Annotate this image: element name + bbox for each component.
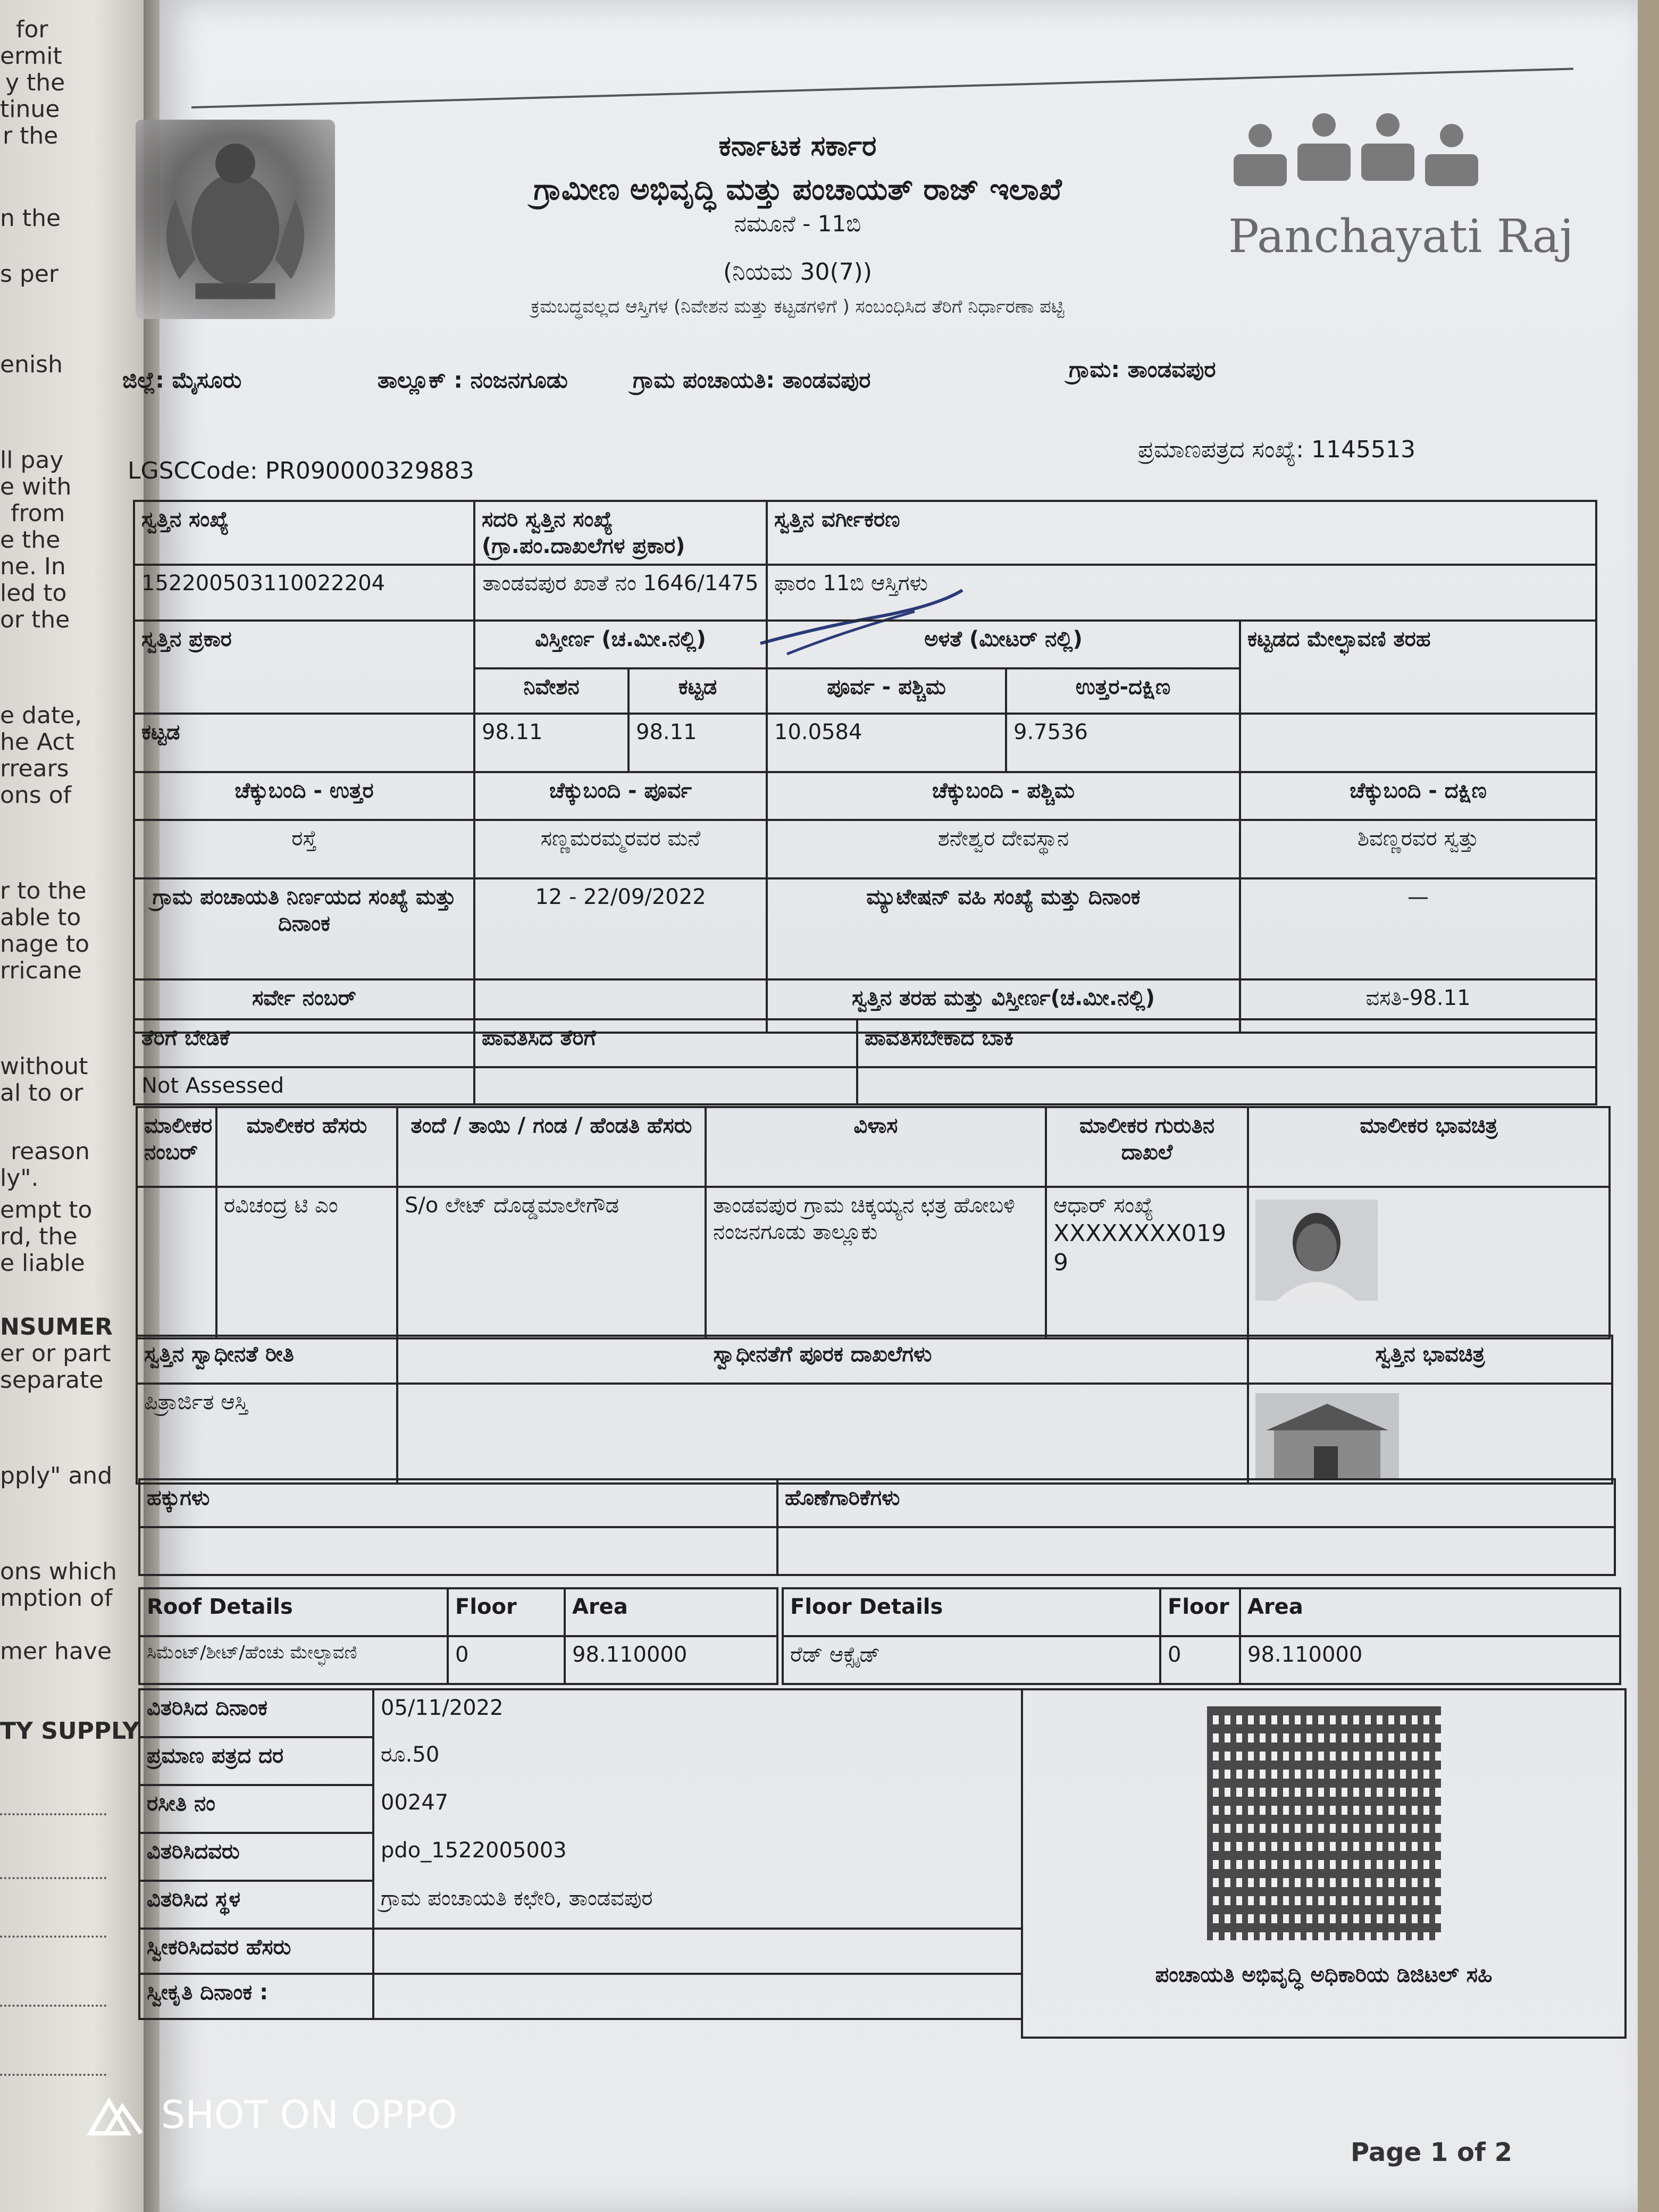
- issue-date-label: ವಿತರಿಸಿದ ದಿನಾಂಕ: [139, 1689, 373, 1737]
- header-rule: [191, 68, 1573, 108]
- mutation-label: ಮ್ಯುಟೇಷನ್ ವಹಿ ಸಂಖ್ಯೆ ಮತ್ತು ದಿನಾಂಕ: [767, 878, 1240, 979]
- received-date-value: [373, 1974, 1022, 2019]
- floor-details-table: [782, 1587, 1621, 1685]
- left-fragment: e date,: [0, 702, 82, 729]
- owner-address-value: ತಾಂಡವಪುರ ಗ್ರಾಮ ಚಿಕ್ಕಯ್ಯನ ಛತ್ರ ಹೋಬಳಿ ನಂಜನಗೂಡು ತಾಲ್ಲೂಕು: [706, 1187, 1046, 1338]
- left-fragment: separate: [0, 1367, 104, 1394]
- owner-photo-label: ಮಾಲೀಕರ ಭಾವಚಿತ್ರ: [1248, 1107, 1610, 1187]
- old-id-label: ಸದರಿ ಸ್ವತ್ತಿನ ಸಂಖ್ಯೆ (ಗ್ರಾ.ಪಂ.ದಾಖಲೆಗಳ ಪ್ರಕಾರ): [474, 501, 767, 565]
- property-photo: [1255, 1393, 1399, 1478]
- owner-name-label: ಮಾಲೀಕರ ಹೆಸರು: [216, 1107, 397, 1187]
- rule-number: (ನಿಯಮ 30(7)): [723, 258, 873, 286]
- qr-code-icon: [1207, 1706, 1441, 1940]
- mutation-value: —: [1240, 878, 1596, 979]
- row-label: ಕಟ್ಟಡ: [134, 714, 474, 772]
- building-type-value: [1240, 714, 1596, 772]
- classification-label: ಸ್ವತ್ತಿನ ವರ್ಗೀಕರಣ: [767, 501, 1596, 565]
- left-fragment: rd, the: [0, 1223, 78, 1250]
- building-type-label: ಕಟ್ಟಡದ ಮೇಲ್ಛಾವಣಿ ತರಹ: [1240, 621, 1596, 714]
- property-photo-cell: [1248, 1384, 1612, 1484]
- roof-area-value: 98.110000: [565, 1636, 777, 1684]
- roof-details-label: Roof Details: [139, 1588, 448, 1636]
- tax-due-value: [857, 1067, 1596, 1104]
- roof-area-label: Area: [565, 1588, 777, 1636]
- left-fragment: rricane: [0, 957, 82, 984]
- building-label: ಕಟ್ಟಡ: [629, 668, 767, 714]
- roof-details-table: [138, 1587, 778, 1685]
- west-boundary-value: ಶನೇಶ್ವರ ದೇವಸ್ಥಾನ: [767, 820, 1240, 878]
- resolution-label: ಗ್ರಾಮ ಪಂಚಾಯತಿ ನಿರ್ಣಯದ ಸಂಖ್ಯೆ ಮತ್ತು ದಿನಾಂಕ: [134, 878, 474, 979]
- liabilities-label: ಹೊಣೆಗಾರಿಕೆಗಳು: [777, 1479, 1615, 1527]
- left-fragment: mer have: [0, 1638, 112, 1665]
- fee-value: ರೂ.50: [373, 1737, 1022, 1785]
- code-row: [128, 436, 1595, 489]
- left-fragment: ne. In: [0, 553, 66, 580]
- site-area-value: 98.11: [474, 714, 629, 772]
- owner-id-doc-value: [1046, 1187, 1248, 1338]
- owner-no-value: [137, 1187, 216, 1338]
- village: ಗ್ರಾಮ: ತಾಂಡವಪುರ: [1069, 356, 1216, 382]
- form-subtitle: ಕ್ರಮಬದ್ಧವಲ್ಲದ ಆಸ್ತಿಗಳ (ನಿವೇಶನ ಮತ್ತು ಕಟ್ಟಡಗಳಿಗೆ ) ಸಂಬಂಧಿಸಿದ ತೆರಿಗೆ ನಿರ್ಧಾರಣಾ ಪಟ್ಟಿ: [531, 296, 1065, 317]
- adjacent-page: [0, 0, 154, 2212]
- property-table: [133, 500, 1597, 1034]
- left-fragment: TY SUPPLY: [0, 1717, 140, 1745]
- roof-floor-label: Floor: [448, 1588, 565, 1636]
- form-number: ನಮೂನೆ - 11ಬಿ: [734, 211, 861, 237]
- north-south-label: ಉತ್ತರ-ದಕ್ಷಿಣ: [1006, 668, 1240, 714]
- owner-name-value: ರವಿಚಂದ್ರ ಟಿ ಎಂ: [216, 1187, 397, 1338]
- lgd-code: LGSCCode: PR090000329883: [128, 457, 474, 484]
- watermark-text: SHOT ON OPPO: [161, 2092, 457, 2137]
- floor-floor-label: Floor: [1160, 1588, 1240, 1636]
- dotted-line: [0, 1877, 106, 1879]
- left-fragment: or the: [0, 606, 70, 633]
- old-id-value: ತಾಂಡವಪುರ ಖಾತೆ ನಂ 1646/1475: [474, 565, 767, 621]
- floor-type-value: ರೆಡ್ ಆಕ್ಸೈಡ್: [783, 1636, 1160, 1684]
- issuer-value: pdo_1522005003: [373, 1833, 1022, 1881]
- panchayati-raj-logo: [1218, 104, 1574, 284]
- person-photo-icon: [1255, 1200, 1378, 1301]
- fee-label: ಪ್ರಮಾಣ ಪತ್ರದ ದರ: [139, 1737, 373, 1785]
- left-fragment: e liable: [0, 1250, 85, 1277]
- classification-value: ಫಾರಂ 11ಬಿ ಆಸ್ತಿಗಳು: [767, 565, 1596, 621]
- place-value: ಗ್ರಾಮ ಪಂಚಾಯತಿ ಕಛೇರಿ, ತಾಂಡವಪುರ: [373, 1881, 1022, 1929]
- north-south-value: 9.7536: [1006, 714, 1240, 772]
- west-boundary-label: ಚೆಕ್ಕುಬಂದಿ - ಪಶ್ಚಿಮ: [767, 772, 1240, 820]
- east-boundary-label: ಚೆಕ್ಕುಬಂದಿ - ಪೂರ್ವ: [474, 772, 767, 820]
- left-fragment: NSUMER: [0, 1313, 113, 1340]
- left-fragment: tinue: [0, 96, 60, 123]
- owner-photo: [1255, 1200, 1378, 1301]
- east-west-value: 10.0584: [767, 714, 1006, 772]
- logo-text: Panchayati Raj: [1228, 210, 1574, 263]
- issuer-label: ವಿತರಿಸಿದವರು: [139, 1833, 373, 1881]
- property-id-value: 152200503110022204: [134, 565, 474, 621]
- roof-type-value: ಸಿಮೆಂಟ್/ಶೀಟ್/ಹೆಂಚು ಮೇಲ್ಛಾವಣಿ: [139, 1636, 448, 1684]
- signature-cell: [1022, 1689, 1626, 2038]
- left-fragment: ly".: [0, 1164, 39, 1192]
- people-icon: [1218, 104, 1494, 210]
- left-fragment: reason: [11, 1138, 90, 1165]
- page-number: Page 1 of 2: [1351, 2138, 1512, 2167]
- left-fragment: he Act: [0, 728, 74, 756]
- receiver-label: ಸ್ವೀಕರಿಸಿದವರ ಹೆಸರು: [139, 1929, 373, 1974]
- tax-due-label: ಪಾವತಿಸಬೇಕಾದ ಬಾಕಿ: [857, 1019, 1596, 1067]
- type-area-value: ವಸತಿ-98.11: [1240, 979, 1596, 1033]
- received-date-label: ಸ್ವೀಕೃತಿ ದಿನಾಂಕ :: [139, 1974, 373, 2019]
- tax-table: [133, 1018, 1597, 1105]
- certificate-number: ಪ್ರಮಾಣಪತ್ರದ ಸಂಖ್ಯೆ: 1145513: [1138, 436, 1415, 463]
- property-id-label: ಸ್ವತ್ತಿನ ಸಂಖ್ಯೆ: [134, 501, 474, 565]
- receiver-value: [373, 1929, 1022, 1974]
- rights-table: [138, 1478, 1616, 1576]
- signature-table: [1021, 1688, 1627, 2039]
- dotted-line: [0, 2074, 106, 2076]
- left-fragment: r the: [3, 122, 58, 149]
- left-fragment: ons of: [0, 782, 72, 809]
- location-row: [122, 356, 1425, 404]
- property-photo-label: ಸ್ವತ್ತಿನ ಭಾವಚಿತ್ರ: [1248, 1336, 1612, 1384]
- left-fragment: for: [16, 16, 48, 43]
- karnataka-emblem-icon: [136, 120, 335, 319]
- left-fragment: pply" and: [0, 1462, 113, 1489]
- left-fragment: able to: [0, 904, 81, 931]
- possession-mode-label: ಸ್ವತ್ತಿನ ಸ್ವಾಧೀನತೆ ರೀತಿ: [137, 1336, 397, 1384]
- digital-signature-label: ಪಂಚಾಯತಿ ಅಭಿವೃದ್ಧಿ ಅಧಿಕಾರಿಯ ಡಿಜಿಟಲ್ ಸಹಿ: [1155, 1963, 1493, 1987]
- owner-no-label: ಮಾಲೀಕರ ನಂಬರ್: [137, 1107, 216, 1187]
- possession-docs-label: ಸ್ವಾಧೀನತೆಗೆ ಪೂರಕ ದಾಖಲೆಗಳು: [397, 1336, 1248, 1384]
- left-fragment: n the: [0, 205, 61, 232]
- dimension-label: ಅಳತೆ (ಮೀಟರ್ ನಲ್ಲಿ): [767, 621, 1240, 668]
- north-boundary-label: ಚೆಕ್ಕುಬಂದಿ - ಉತ್ತರ: [134, 772, 474, 820]
- receipt-value: 00247: [373, 1785, 1022, 1833]
- owner-address-label: ವಿಳಾಸ: [706, 1107, 1046, 1187]
- left-fragment: y the: [5, 69, 65, 96]
- east-west-label: ಪೂರ್ವ - ಪಶ್ಚಿಮ: [767, 668, 1006, 714]
- id-doc-number: XXXXXXXX0199: [1053, 1220, 1227, 1276]
- left-fragment: enish: [0, 351, 63, 378]
- oppo-logo-icon: [85, 2096, 149, 2139]
- resolution-value: 12 - 22/09/2022: [474, 878, 767, 979]
- east-boundary-value: ಸಣ್ಣಮರಮ್ಮರವರ ಮನೆ: [474, 820, 767, 878]
- roof-floor-value: 0: [448, 1636, 565, 1684]
- south-boundary-value: ಶಿವಣ್ಣರವರ ಸ್ವತ್ತು: [1240, 820, 1596, 878]
- left-fragment: led to: [0, 580, 67, 607]
- floor-details-label: Floor Details: [783, 1588, 1160, 1636]
- house-photo-icon: [1255, 1393, 1399, 1478]
- left-fragment: e the: [0, 526, 61, 554]
- dotted-line: [0, 1936, 106, 1938]
- rights-value: [139, 1527, 777, 1575]
- left-fragment: r to the: [0, 877, 87, 904]
- owner-photo-cell: [1248, 1187, 1610, 1338]
- receipt-label: ರಸೀತಿ ನಂ: [139, 1785, 373, 1833]
- tax-demand-label: ತೆರಿಗೆ ಬೇಡಿಕೆ: [134, 1019, 474, 1067]
- tax-demand-value: Not Assessed: [134, 1067, 474, 1104]
- left-fragment: ermit: [0, 43, 62, 70]
- left-fragment: from: [11, 500, 65, 527]
- owner-relation-label: ತಂದೆ / ತಾಯಿ / ಗಂಡ / ಹೆಂಡತಿ ಹೆಸರು: [397, 1107, 706, 1187]
- property-type-label: ಸ್ವತ್ತಿನ ಪ್ರಕಾರ: [134, 621, 474, 714]
- dotted-line: [0, 1813, 106, 1815]
- south-boundary-label: ಚೆಕ್ಕುಬಂದಿ - ದಕ್ಷಿಣ: [1240, 772, 1596, 820]
- north-boundary-value: ರಸ್ತೆ: [134, 820, 474, 878]
- issue-date-value: 05/11/2022: [373, 1689, 1022, 1737]
- type-area-label: ಸ್ವತ್ತಿನ ತರಹ ಮತ್ತು ವಿಸ್ತೀರ್ಣ(ಚ.ಮೀ.ನಲ್ಲಿ): [767, 979, 1240, 1033]
- dotted-line: [0, 2005, 106, 2007]
- issue-table: [138, 1688, 1023, 2020]
- camera-watermark: [85, 2092, 457, 2139]
- left-fragment: e with: [0, 473, 72, 500]
- department-title: ಗ್ರಾಮೀಣ ಅಭಿವೃದ್ಧಿ ಮತ್ತು ಪಂಚಾಯತ್ ರಾಜ್ ಇಲಾಖೆ: [533, 172, 1062, 207]
- left-fragment: mption of: [0, 1585, 113, 1612]
- left-fragment: without: [0, 1053, 88, 1080]
- possession-mode-value: ಪಿತ್ರಾರ್ಜಿತ ಆಸ್ತಿ: [137, 1384, 397, 1484]
- district: ಜಿಲ್ಲೆ: ಮೈಸೂರು: [122, 367, 242, 393]
- id-doc-type: ಆಧಾರ್ ಸಂಖ್ಯೆ: [1053, 1193, 1154, 1218]
- owner-id-doc-label: ಮಾಲೀಕರ ಗುರುತಿನ ದಾಖಲೆ: [1046, 1107, 1248, 1187]
- left-fragment: ons which: [0, 1558, 117, 1585]
- liabilities-value: [777, 1527, 1615, 1575]
- left-fragment: al to or: [0, 1079, 83, 1107]
- left-fragment: rrears: [0, 755, 69, 782]
- survey-label: ಸರ್ವೇ ನಂಬರ್: [134, 979, 474, 1033]
- tax-paid-value: [474, 1067, 857, 1104]
- left-fragment: nage to: [0, 931, 90, 958]
- possession-table: [136, 1335, 1613, 1485]
- owner-relation-value: S/o ಲೇಟ್ ದೊಡ್ಡಮಾಲೇಗೌಡ: [397, 1187, 706, 1338]
- floor-area-value: 98.110000: [1240, 1636, 1620, 1684]
- area-label: ವಿಸ್ತೀರ್ಣ (ಚ.ಮೀ.ನಲ್ಲಿ): [474, 621, 767, 668]
- gram-panchayat: ಗ್ರಾಮ ಪಂಚಾಯತಿ: ತಾಂಡವಪುರ: [633, 367, 871, 393]
- building-area-value: 98.11: [629, 714, 767, 772]
- rights-label: ಹಕ್ಕುಗಳು: [139, 1479, 777, 1527]
- possession-docs-value: [397, 1384, 1248, 1484]
- owner-table: [136, 1106, 1611, 1339]
- floor-floor-value: 0: [1160, 1636, 1240, 1684]
- taluk: ತಾಲ್ಲೂಕ್ : ನಂಜನಗೂಡು: [378, 367, 568, 393]
- left-fragment: empt to: [0, 1196, 93, 1224]
- govt-title: ಕರ್ನಾಟಕ ಸರ್ಕಾರ: [718, 130, 877, 162]
- left-fragment: er or part: [0, 1340, 111, 1367]
- left-fragment: ll pay: [0, 447, 64, 474]
- tax-paid-label: ಪಾವತಿಸಿದ ತೆರಿಗೆ: [474, 1019, 857, 1067]
- left-fragment: s per: [0, 261, 58, 288]
- floor-area-label: Area: [1240, 1588, 1620, 1636]
- document-header: [372, 130, 1223, 317]
- site-label: ನಿವೇಶನ: [474, 668, 629, 714]
- place-label: ವಿತರಿಸಿದ ಸ್ಥಳ: [139, 1881, 373, 1929]
